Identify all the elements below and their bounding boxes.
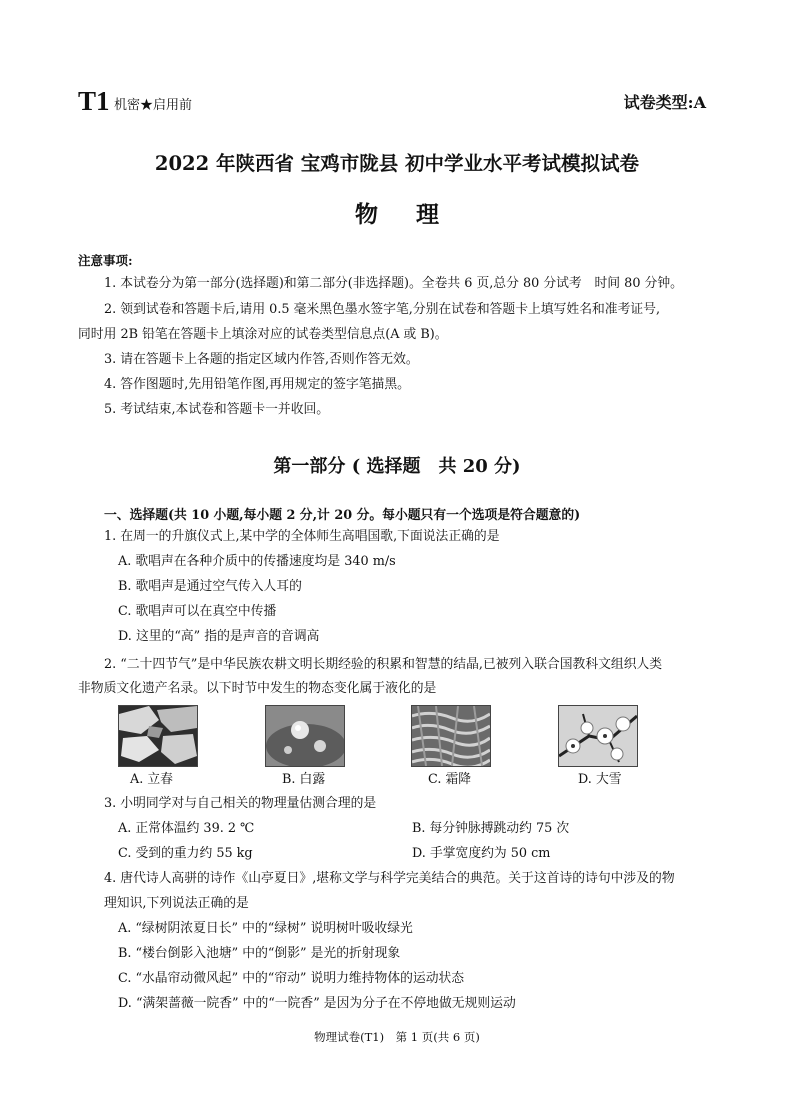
notice-item: 2. 领到试卷和答题卡后,请用 0.5 毫米黑色墨水签字笔,分别在试卷和答题卡上填写姓名和准考证号, [104,302,661,317]
subject-title: 物理 [355,201,477,228]
notice-item: 5. 考试结束,本试卷和答题卡一并收回。 [104,402,330,417]
question-3-option-a: A. 正常体温约 39. 2 ℃ [118,821,255,836]
question-3-option-b: B. 每分钟脉搏跳动约 75 次 [412,821,570,836]
dew-drop-image [265,705,345,767]
paper-code: T1 [78,86,110,116]
question-4-option-d: D. “满架蔷薇一院香” 中的“一院香” 是因为分子在不停地做无规则运动 [118,996,516,1011]
question-1-option-b: B. 歌唱声是通过空气传入人耳的 [118,579,302,594]
question-4-stem: 4. 唐代诗人高骈的诗作《山亭夏日》,堪称文学与科学完美结合的典范。关于这首诗的诗句中涉及的物 [104,871,675,886]
notice-item: 1. 本试卷分为第一部分(选择题)和第二部分(非选择题)。全卷共 6 页,总分 80 分试考 时间 80 分钟。 [104,276,683,291]
question-2-stem-continued: 非物质文化遗产名录。以下时节中发生的物态变化属于液化的是 [78,681,437,696]
question-4-option-b: B. “楼台倒影入池塘” 中的“倒影” 是光的折射现象 [118,946,401,961]
question-2-option-a: A. 立春 [130,772,173,787]
question-1-option-c: C. 歌唱声可以在真空中传播 [118,604,277,619]
exam-title: 2022 年陕西省 宝鸡市陇县 初中学业水平考试模拟试卷 [154,152,640,175]
question-4-stem-continued: 理知识,下列说法正确的是 [104,896,249,911]
page-footer: 物理试卷(T1) 第 1 页(共 6 页) [314,1030,480,1044]
question-4-option-a: A. “绿树阴浓夏日长” 中的“绿树” 说明树叶吸收绿光 [118,921,413,936]
notice-item-continued: 同时用 2B 铅笔在答题卡上填涂对应的试卷类型信息点(A 或 B)。 [78,327,448,342]
question-1-option-d: D. 这里的“高” 指的是声音的音调高 [118,629,320,644]
frost-grass-image [411,705,491,767]
section-intro: 一、选择题(共 10 小题,每小题 2 分,计 20 分。每小题只有一个选项是符合题意的) [104,508,581,523]
question-1-option-a: A. 歌唱声在各种介质中的传播速度均是 340 m/s [118,554,396,569]
section-title: 第一部分 ( 选择题 共 20 分) [273,456,521,477]
question-3-stem: 3. 小明同学对与自己相关的物理量估测合理的是 [104,796,377,811]
question-2-stem: 2. “二十四节气”是中华民族农耕文明长期经验的积累和智慧的结晶,已被列入联合国教科文组织人类 [104,657,663,672]
question-3-option-d: D. 手掌宽度约为 50 cm [412,846,551,861]
ice-melting-image [118,705,198,767]
question-2-option-b: B. 白露 [282,772,326,787]
paper-type: 试卷类型:A [623,93,706,112]
notice-item: 4. 答作图题时,先用铅笔作图,再用规定的签字笔描黑。 [104,377,410,392]
question-3-option-c: C. 受到的重力约 55 kg [118,846,253,861]
question-4-option-c: C. “水晶帘动微风起” 中的“帘动” 说明力维持物体的运动状态 [118,971,465,986]
notice-heading: 注意事项: [78,253,133,268]
question-2-option-d: D. 大雪 [578,772,622,787]
question-1-stem: 1. 在周一的升旗仪式上,某中学的全体师生高唱国歌,下面说法正确的是 [104,529,500,544]
notice-item: 3. 请在答题卡上各题的指定区域内作答,否则作答无效。 [104,352,419,367]
snow-plum-image [558,705,638,767]
confidential-label: 机密★启用前 [114,98,193,113]
question-2-option-c: C. 霜降 [428,772,472,787]
